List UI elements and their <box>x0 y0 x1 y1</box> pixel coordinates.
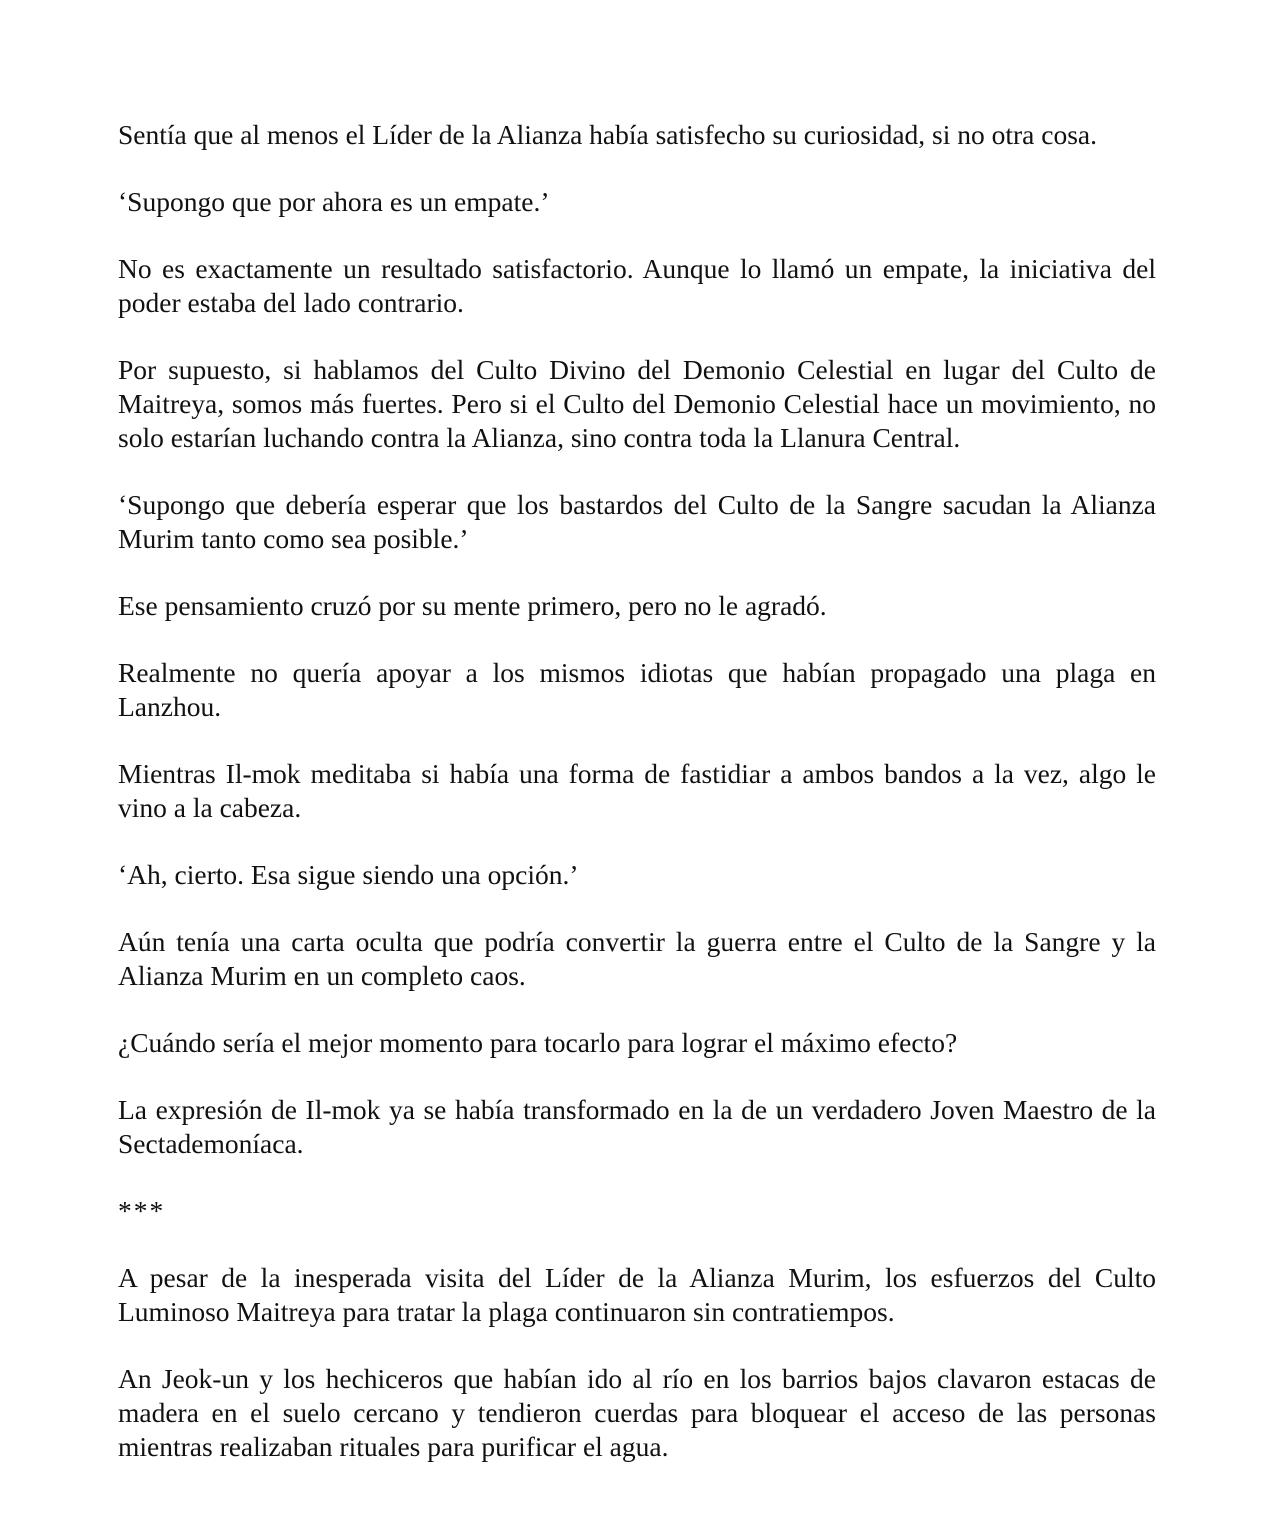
paragraph: Ese pensamiento cruzó por su mente primero, pero no le agradó. <box>118 590 827 621</box>
scene-separator: *** <box>118 1195 166 1226</box>
paragraph: No es exactamente un resultado satisfactorio. Aunque lo llamó un empate, la iniciativa del poder estaba del lado contrario. <box>118 253 1156 318</box>
paragraph: A pesar de la inesperada visita del Líder de la Alianza Murim, los esfuerzos del Culto Luminoso Maitreya para tratar la plaga continuaron sin contratiempos. <box>118 1262 1156 1327</box>
paragraph: Por supuesto, si hablamos del Culto Divino del Demonio Celestial en lugar del Culto de Maitreya, somos más fuertes. Pero si el Culto del Demonio Celestial hace un movimiento, no solo estarían luchando contra la Alianza, sino contra toda la Llanura Central. <box>118 354 1156 453</box>
paragraph: An Jeok-un y los hechiceros que habían ido al río en los barrios bajos clavaron estacas de madera en el suelo cercano y tendieron cuerdas para bloquear el acceso de las personas mientras realizaban rituales para purificar el agua. <box>118 1363 1156 1462</box>
paragraph: ‘Supongo que por ahora es un empate.’ <box>118 186 550 217</box>
paragraph: ‘Supongo que debería esperar que los bastardos del Culto de la Sangre sacudan la Alianza Murim tanto como sea posible.’ <box>118 489 1156 554</box>
paragraph: Aún tenía una carta oculta que podría convertir la guerra entre el Culto de la Sangre y la Alianza Murim en un completo caos. <box>118 926 1156 991</box>
text-body <box>118 118 1156 1497</box>
paragraph: Realmente no quería apoyar a los mismos idiotas que habían propagado una plaga en Lanzhou. <box>118 657 1156 722</box>
paragraph: La expresión de Il-mok ya se había transformado en la de un verdadero Joven Maestro de la Sectademoníaca. <box>118 1094 1156 1159</box>
paragraph: ‘Ah, cierto. Esa sigue siendo una opción.’ <box>118 859 579 890</box>
paragraph: ¿Cuándo sería el mejor momento para tocarlo para lograr el máximo efecto? <box>118 1027 958 1058</box>
paragraph: Sentía que al menos el Líder de la Alianza había satisfecho su curiosidad, si no otra cosa. <box>118 119 1098 150</box>
paragraph: Mientras Il-mok meditaba si había una forma de fastidiar a ambos bandos a la vez, algo le vino a la cabeza. <box>118 758 1156 823</box>
